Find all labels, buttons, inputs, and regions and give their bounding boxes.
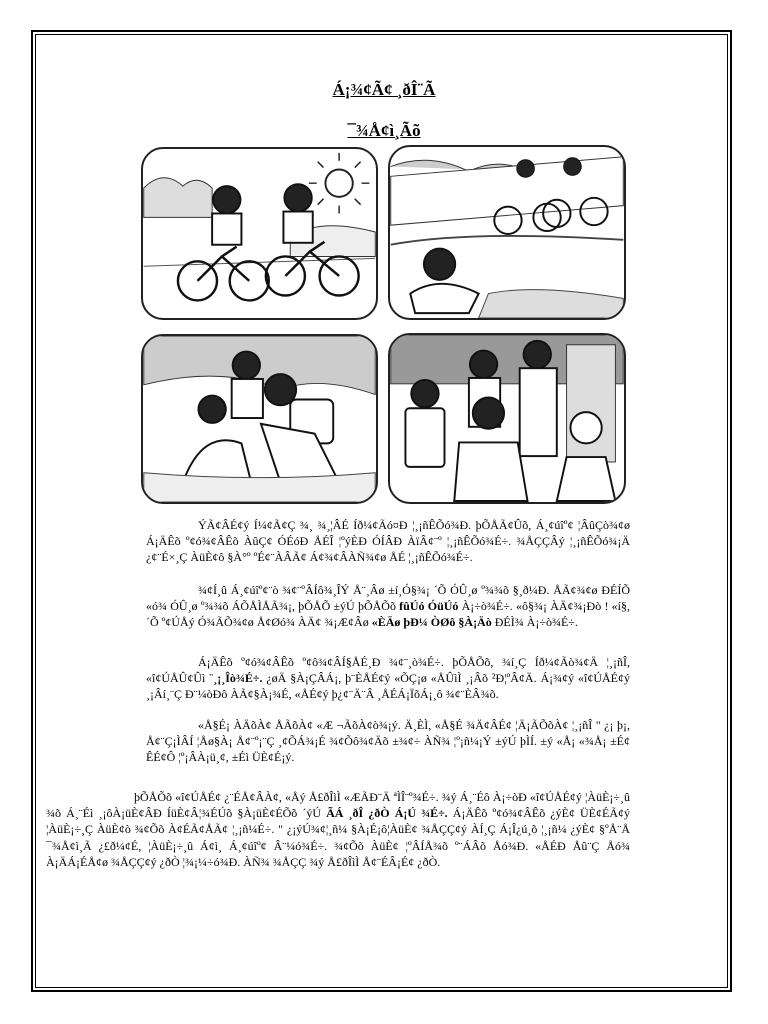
paragraph-2-text: ¾¢Í¸û Á¸¢úîº¢¨ò ¾¢¨ºÂÍô¾¸ÎÝ Å¨¸Âø ±í¸Ó§¾¡ ´Õ ÓÛ¸ø º¾¾õ §¸ð¼Ð. ÅÃ¢¾¢ø ÐÉÍÕ «ó¾ ÓÛ¸ø º¾¾õ ÁÕÅÌÅÃ¾¡, þÕÅÕ ±ýÚ þÕÅÕõ fûÚó ÓüÚó À¡÷ò¾É÷. «ô§¾¡ ÀÄ¢¾¡Ðò ! «í§, ´Õ º¢ÚÅý Ó¾ÃÕ¾¢ø Å¢Øó¾ ÀÄ¢ ¾¡Æ¢Âø «ÈÄø þÐ¼ ÒØô §À¡Äò ÐÉÌ¾ À¡÷ò¾É÷. (146, 583, 630, 630)
illustration-panel-4-drawing (390, 335, 624, 502)
paragraph-5-text: þÕÅÕõ «î¢ÚÅÉ¢ ¿¨ÉÅ¢ÂÀ¢, «Åý Å£ðÎìÌ «ÆÃÐ¨Ä ªÌÎ¨º¾É÷. ¾ý Á¸¨Éô À¡÷òÐ «î¢ÚÅÉ¢ý ¦ÀüÈ¡÷¸û ¾õ Á¸¨Éì ¸¡ôÀ¡üÈ¢ÂÐ ÍüÈ¢Â¦¾ÉÚõ §À¡üÈ¢ÉÕõ ´ýÚ ÃÁ ¸ðÎ ¿ðÒ Á¡Ú ¾É÷. Á¡ÄÊõ º¢ó¾¢ÂÊõ ¿ýÈ¢ ÜÈ¢ÉÃ¢ý ¦ÀüÈ¡÷¸Ç ÀüÈ¢ò ¾¢Õõ À¢ÉÃ¢ÅÃ¢ ¦¸¡ñ¼É÷. " ¿¡ýÚ¾¢¦¸ñ¼ §À¡É¡ô¦ÀüÈ¢ ¾ÅÇÇ¢ý ÀÍ¸Ç Á¡Î¿ú¸õ ¦¸¡ñ¼ ¿ýÈ¢ §ºÅ¨Å ¯¾Å¢ì¸Ã ¿£ð¼¢É, ¦ÀüÈ¡÷¸û Á¢ì¸ Á¸¢úîº¢ Â¨¼ó¾É÷. ¾¢Õõ ÀüÈ¢ ¦ºÂÍÅ¾õ º¨ÁÂõ Åó¾Ð. «ÅÉÐ Åû¨Ç Åó¾ À¡ÄÁ¡ÉÅ¢ø ¾ÅÇÇ¢ý ¿ðÒ ¦¾¡¼÷ó¾Ð. ÀÑ¾ ¾ÅÇÇ ¾ý Å£ðÎìÌ Å¢¨ÉÂ¡É¢ ¿ðÒ. (46, 790, 631, 869)
document-subtitle: ¯¾Å¢ì¸Ãõ (347, 121, 421, 140)
document-title: Á¡¾¢Ã¢ ¸ðÎ¨Ã (332, 80, 436, 99)
paragraph-3-text: Á¡ÄÊõ º¢ó¾¢ÂÊõ º¢ô¾¢ÂÍ§ÅÉ¸Ð ¾¢¨¸ò¾É÷. þÕÅÕõ, ¾í¸Ç Íð¼¢Ãò¾¢Ä ¦¸¡ñÎ, «î¢ÚÅÛ¢Ûì ¨¸¡¸Îò¾É÷. ¿øÄ §À¡ÇÂÁ¡, þ¨ÈÅÉ¢ý «ÕÇ¡ø «ÅÛìÌ ¸¡Âõ ²Ð¦ºÂ¢Ä. Á¡¾¢ý «î¢ÚÅÉ¢ý ¸¡Âí¸¨Ç Ð¨¼òÐô ÀÃ¢§À¡¾É, «ÅÉ¢ý þ¿¢¨Ä¨Â ¸ÅÉÁ¡ÏõÁ¡¸ô ¾¢¨ÈÂ¾õ. (146, 655, 631, 702)
paragraph-2 (146, 582, 630, 631)
illustration-panel-3 (141, 334, 378, 504)
illustration-panel-1 (141, 147, 378, 320)
illustration-panel-3-drawing (143, 336, 376, 502)
illustration-panel-4 (388, 333, 626, 504)
paragraph-5 (46, 789, 630, 870)
paragraph-4-text: «Å§É¡ ÀÄõÀ¢ ÅÃõÀ¢ «Æ ¬ÃõÀ¢ò¾¡ý. Ä¸ÈÌ, «Å§É ¾Ä¢ÂÉ¢ ¦Ä¡ÃÕõÀ¢ ¦¸¡ñÎ " ¿¡ þ¡, Å¢¨Ç¡ÌÂÍ ¦Åø§À¡ Å¢¨º¡¨Ç ¸¢ÕÁ¾¡É ¾¢Õô¾¢Äõ ±¾¢÷ ÀÑ¾ ¦º¡ñ¼¡Ý ±ýÚ þÌÍ. ±ý «Å¡ «¾Å¡ ±É¢ ÊÉ¢Ô ¦º¡ÂÀ¡ü¸¢, ±Éì ÜÈ¢É¡ý. (146, 718, 630, 765)
paragraph-3 (146, 654, 630, 703)
illustration-panel-2 (388, 145, 626, 320)
paragraph-4 (146, 717, 630, 766)
illustration-panel-1-drawing (143, 149, 376, 318)
paragraph-1 (146, 517, 630, 566)
illustration-panel-2-drawing (390, 147, 624, 318)
paragraph-1-text: ÝÃ¢ÂÉ¢ý Í¼¢Ã¢Ç ¾¸ ¾¸¦ÂÉ Íð¼¢Ãó¤Ð ¦¸¡ñÊÕó¾Ð. þÕÅÃ¢Ûõ, Á¸¢úîº¢ ¦ÂûÇò¾¢ø Á¡ÄÊõ º¢ó¾¢ÂÊõ ÀûÇ¢ ÓÉóÐ ÅÉÎ ¦ºýÈÐ ÓÍÂÐ ÀïÂ¢¨º ¦¸¡ñÊÕó¾É÷. ¾ÅÇÇÂý ¦¸¡ñÊÕó¾¡Ä ¿¢¨É×¸Ç ÀüÈ¢ô §À°º ºÉ¢¨ÀÂÃ¢ Á¢¾¢ÂÀÑ¾¢ø ÅÉ ¦¸¡ñÊÕó¾É÷. (146, 518, 630, 565)
